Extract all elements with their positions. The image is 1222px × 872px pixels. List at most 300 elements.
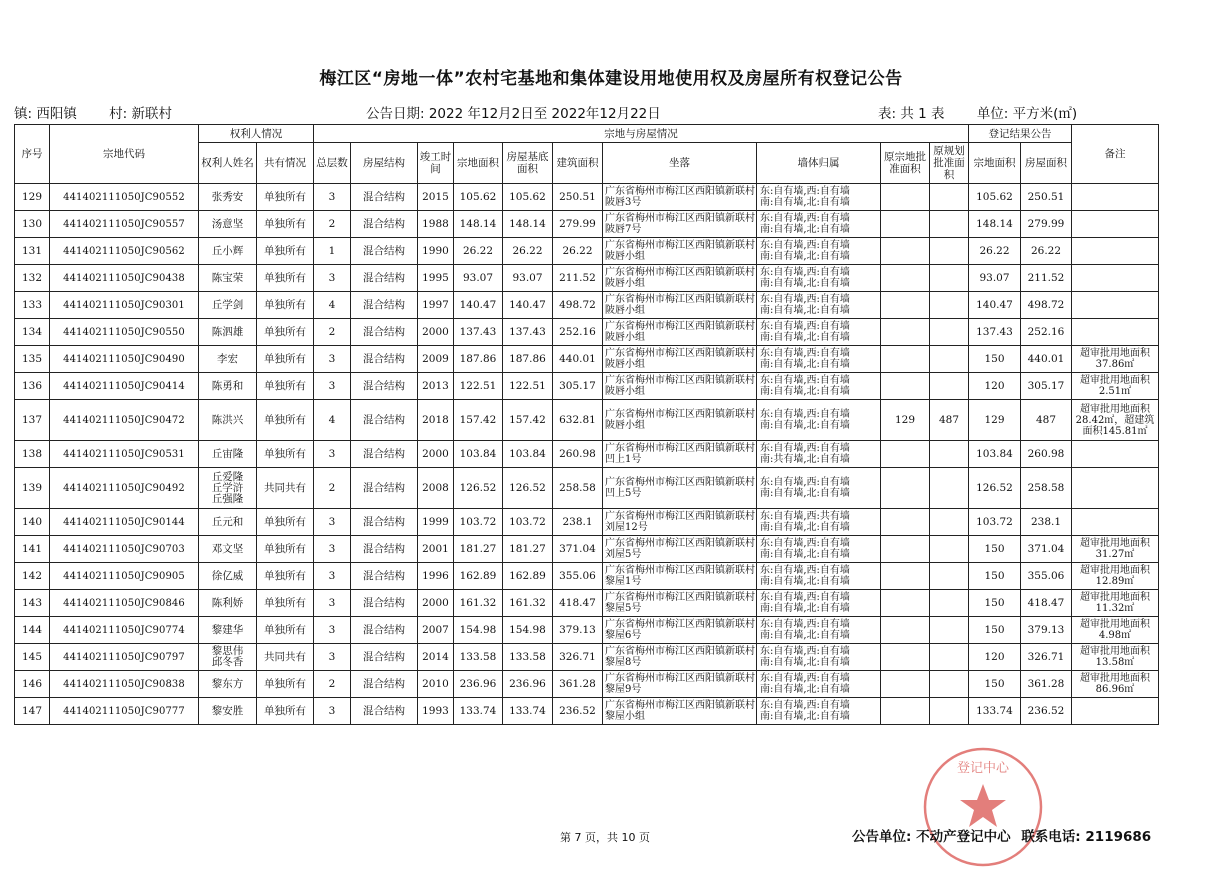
cell-parcel-code: 441402111050JC90414 — [50, 373, 199, 400]
cell-location: 广东省梅州市梅江区西阳镇新联村黎屋8号 — [603, 644, 757, 671]
cell-result-land: 150 — [969, 617, 1021, 644]
cell-land-area: 103.84 — [454, 441, 503, 468]
meta-right — [878, 102, 1081, 122]
cell-parcel-code: 441402111050JC90552 — [50, 184, 199, 211]
cell-land-area: 161.32 — [454, 590, 503, 617]
cell-remark — [1072, 441, 1159, 468]
cell-ownership: 共同共有 — [257, 468, 314, 509]
cell-orig-planned — [930, 211, 969, 238]
cell-base-area: 148.14 — [503, 211, 553, 238]
cell-structure: 混合结构 — [351, 536, 418, 563]
cell-ownership: 单独所有 — [257, 590, 314, 617]
cell-orig-planned — [930, 468, 969, 509]
cell-seq: 130 — [15, 211, 50, 238]
cell-owner — [199, 698, 257, 725]
header-rights-group: 权利人情况 — [199, 125, 314, 143]
cell-owner — [199, 319, 257, 346]
footer-info — [852, 825, 1157, 845]
cell-location: 广东省梅州市梅江区西阳镇新联村陂唇7号 — [603, 211, 757, 238]
cell-orig-planned — [930, 563, 969, 590]
header-result-land: 宗地面积 — [969, 143, 1021, 184]
table-row — [15, 292, 1159, 319]
cell-completed: 2018 — [418, 400, 454, 441]
header-seq: 序号 — [15, 125, 50, 184]
cell-floors: 3 — [314, 617, 351, 644]
cell-owner — [199, 644, 257, 671]
cell-owner — [199, 400, 257, 441]
cell-seq: 144 — [15, 617, 50, 644]
cell-land-area: 140.47 — [454, 292, 503, 319]
cell-owner — [199, 468, 257, 509]
cell-orig-approved — [881, 211, 930, 238]
cell-result-house: 498.72 — [1021, 292, 1072, 319]
cell-build-area: 238.1 — [553, 509, 603, 536]
wall-south-north: 南:自有墙,北:自有墙 — [760, 359, 850, 370]
cell-parcel-code: 441402111050JC90774 — [50, 617, 199, 644]
owner-name: 陈泗雄 — [211, 325, 244, 338]
table-row — [15, 441, 1159, 468]
cell-parcel-code: 441402111050JC90531 — [50, 441, 199, 468]
cell-orig-planned: 487 — [930, 400, 969, 441]
header-remark: 备注 — [1072, 125, 1159, 184]
owner-name: 邓文坚 — [211, 542, 244, 555]
header-base-area: 房屋基底面积 — [503, 143, 553, 184]
cell-ownership: 单独所有 — [257, 536, 314, 563]
cell-structure: 混合结构 — [351, 346, 418, 373]
cell-orig-approved: 129 — [881, 400, 930, 441]
header-result-group: 登记结果公告 — [969, 125, 1072, 143]
cell-result-land: 150 — [969, 346, 1021, 373]
cell-seq: 137 — [15, 400, 50, 441]
cell-structure: 混合结构 — [351, 563, 418, 590]
cell-remark: 超审批用地面积4.98㎡ — [1072, 617, 1159, 644]
cell-orig-approved — [881, 184, 930, 211]
cell-result-house: 440.01 — [1021, 346, 1072, 373]
cell-parcel-code: 441402111050JC90703 — [50, 536, 199, 563]
cell-result-house: 211.52 — [1021, 265, 1072, 292]
cell-walls — [757, 184, 881, 211]
cell-land-area: 181.27 — [454, 536, 503, 563]
cell-floors: 3 — [314, 536, 351, 563]
owner-name: 陈利娇 — [211, 596, 244, 609]
wall-east-west: 东:自有墙,西:自有墙 — [760, 409, 850, 420]
cell-ownership: 单独所有 — [257, 211, 314, 238]
header-result-house: 房屋面积 — [1021, 143, 1072, 184]
owner-name: 黎安胜 — [211, 704, 244, 717]
cell-base-area: 140.47 — [503, 292, 553, 319]
wall-east-west: 东:自有墙,西:自有墙 — [760, 646, 850, 657]
cell-seq: 145 — [15, 644, 50, 671]
cell-completed: 1988 — [418, 211, 454, 238]
owner-name: 丘学浒 — [211, 481, 244, 494]
cell-floors: 4 — [314, 292, 351, 319]
owner-name: 张秀安 — [211, 190, 244, 203]
cell-floors: 3 — [314, 509, 351, 536]
cell-base-area: 103.72 — [503, 509, 553, 536]
cell-base-area: 133.58 — [503, 644, 553, 671]
cell-walls — [757, 644, 881, 671]
cell-result-land: 140.47 — [969, 292, 1021, 319]
cell-remark — [1072, 211, 1159, 238]
wall-east-west: 东:自有墙,西:自有墙 — [760, 700, 850, 711]
cell-result-house: 279.99 — [1021, 211, 1072, 238]
cell-base-area: 236.96 — [503, 671, 553, 698]
owner-name: 黎思伟 — [211, 645, 244, 657]
cell-location: 广东省梅州市梅江区西阳镇新联村凹上5号 — [603, 468, 757, 509]
wall-east-west: 东:自有墙,西:自有墙 — [760, 619, 850, 630]
cell-land-area: 105.62 — [454, 184, 503, 211]
wall-east-west: 东:自有墙,西:自有墙 — [760, 186, 850, 197]
cell-owner — [199, 563, 257, 590]
cell-result-land: 126.52 — [969, 468, 1021, 509]
cell-ownership: 单独所有 — [257, 238, 314, 265]
cell-remark — [1072, 265, 1159, 292]
header-land-group: 宗地与房屋情况 — [314, 125, 969, 143]
cell-orig-planned — [930, 617, 969, 644]
cell-location: 广东省梅州市梅江区西阳镇新联村陂唇小组 — [603, 265, 757, 292]
cell-orig-planned — [930, 292, 969, 319]
table-row — [15, 671, 1159, 698]
cell-orig-planned — [930, 698, 969, 725]
cell-walls — [757, 346, 881, 373]
wall-east-west: 东:自有墙,西:共有墙 — [760, 511, 850, 522]
cell-base-area: 181.27 — [503, 536, 553, 563]
cell-walls — [757, 400, 881, 441]
cell-structure: 混合结构 — [351, 238, 418, 265]
cell-result-house: 238.1 — [1021, 509, 1072, 536]
cell-ownership: 单独所有 — [257, 563, 314, 590]
cell-parcel-code: 441402111050JC90797 — [50, 644, 199, 671]
wall-south-north: 南:自有墙,北:自有墙 — [760, 197, 850, 208]
cell-build-area: 258.58 — [553, 468, 603, 509]
table-row — [15, 238, 1159, 265]
cell-result-house: 252.16 — [1021, 319, 1072, 346]
cell-land-area: 133.74 — [454, 698, 503, 725]
cell-owner — [199, 265, 257, 292]
cell-remark: 超审批用地面积37.86㎡ — [1072, 346, 1159, 373]
header-orig-planned: 原规划批准面积 — [930, 143, 969, 184]
cell-land-area: 187.86 — [454, 346, 503, 373]
cell-land-area: 122.51 — [454, 373, 503, 400]
cell-location: 广东省梅州市梅江区西阳镇新联村陂唇小组 — [603, 319, 757, 346]
cell-build-area: 361.28 — [553, 671, 603, 698]
cell-owner — [199, 671, 257, 698]
wall-east-west: 东:自有墙,西:自有墙 — [760, 267, 850, 278]
cell-location: 广东省梅州市梅江区西阳镇新联村黎屋小组 — [603, 698, 757, 725]
cell-remark: 超审批用地面积31.27㎡ — [1072, 536, 1159, 563]
cell-walls — [757, 468, 881, 509]
cell-location: 广东省梅州市梅江区西阳镇新联村陂唇3号 — [603, 184, 757, 211]
cell-remark — [1072, 184, 1159, 211]
notice-date: 公告日期: 2022 年12月2日至 2022年12月22日 — [366, 106, 661, 122]
cell-remark: 超审批用地面积13.58㎡ — [1072, 644, 1159, 671]
cell-parcel-code: 441402111050JC90550 — [50, 319, 199, 346]
cell-base-area: 161.32 — [503, 590, 553, 617]
owner-name: 丘学剑 — [211, 298, 244, 311]
cell-build-area: 211.52 — [553, 265, 603, 292]
cell-walls — [757, 238, 881, 265]
cell-orig-planned — [930, 319, 969, 346]
wall-south-north: 南:自有墙,北:自有墙 — [760, 684, 850, 695]
cell-location: 广东省梅州市梅江区西阳镇新联村刘屋5号 — [603, 536, 757, 563]
cell-orig-approved — [881, 617, 930, 644]
cell-completed: 1993 — [418, 698, 454, 725]
cell-structure: 混合结构 — [351, 671, 418, 698]
cell-parcel-code: 441402111050JC90438 — [50, 265, 199, 292]
wall-east-west: 东:自有墙,西:自有墙 — [760, 240, 850, 251]
cell-ownership: 单独所有 — [257, 617, 314, 644]
cell-base-area: 187.86 — [503, 346, 553, 373]
cell-result-house: 418.47 — [1021, 590, 1072, 617]
cell-result-house: 326.71 — [1021, 644, 1072, 671]
cell-remark: 超审批用地面积28.42㎡，超建筑面积145.81㎡ — [1072, 400, 1159, 441]
cell-walls — [757, 590, 881, 617]
cell-result-land: 148.14 — [969, 211, 1021, 238]
cell-walls — [757, 617, 881, 644]
cell-walls — [757, 319, 881, 346]
cell-base-area: 157.42 — [503, 400, 553, 441]
cell-remark — [1072, 509, 1159, 536]
cell-completed: 1997 — [418, 292, 454, 319]
cell-result-land: 103.72 — [969, 509, 1021, 536]
cell-build-area: 252.16 — [553, 319, 603, 346]
notice-title: 梅江区“房地一体”农村宅基地和集体建设用地使用权及房屋所有权登记公告 — [319, 69, 903, 89]
cell-result-land: 93.07 — [969, 265, 1021, 292]
cell-parcel-code: 441402111050JC90301 — [50, 292, 199, 319]
cell-orig-planned — [930, 441, 969, 468]
owner-name: 陈宝荣 — [211, 271, 244, 284]
wall-east-west: 东:自有墙,西:自有墙 — [760, 213, 850, 224]
owner-name: 丘小辉 — [211, 244, 244, 257]
wall-south-north: 南:自有墙,北:自有墙 — [760, 332, 850, 343]
official-seal — [918, 742, 1048, 872]
cell-walls — [757, 698, 881, 725]
cell-owner — [199, 292, 257, 319]
cell-base-area: 154.98 — [503, 617, 553, 644]
cell-completed: 1996 — [418, 563, 454, 590]
cell-orig-planned — [930, 590, 969, 617]
cell-base-area: 137.43 — [503, 319, 553, 346]
cell-remark — [1072, 319, 1159, 346]
owner-name: 丘宙隆 — [211, 447, 244, 460]
cell-owner — [199, 346, 257, 373]
cell-floors: 3 — [314, 441, 351, 468]
cell-remark: 超审批用地面积2.51㎡ — [1072, 373, 1159, 400]
cell-structure: 混合结构 — [351, 265, 418, 292]
cell-result-land: 26.22 — [969, 238, 1021, 265]
table-row — [15, 468, 1159, 509]
cell-seq: 146 — [15, 671, 50, 698]
cell-orig-approved — [881, 319, 930, 346]
cell-floors: 3 — [314, 563, 351, 590]
cell-result-land: 105.62 — [969, 184, 1021, 211]
wall-south-north: 南:自有墙,北:自有墙 — [760, 630, 850, 641]
owner-name: 汤意坚 — [211, 217, 244, 230]
cell-result-house: 361.28 — [1021, 671, 1072, 698]
wall-south-north: 南:自有墙,北:自有墙 — [760, 576, 850, 587]
cell-structure: 混合结构 — [351, 373, 418, 400]
cell-ownership: 单独所有 — [257, 265, 314, 292]
cell-remark: 超审批用地面积12.89㎡ — [1072, 563, 1159, 590]
owner-name: 邱冬香 — [211, 656, 244, 668]
cell-parcel-code: 441402111050JC90492 — [50, 468, 199, 509]
cell-base-area: 133.74 — [503, 698, 553, 725]
cell-floors: 2 — [314, 319, 351, 346]
village-label: 村: 新联村 — [109, 106, 172, 122]
owner-name: 陈洪兴 — [211, 413, 244, 426]
cell-build-area: 279.99 — [553, 211, 603, 238]
cell-ownership: 单独所有 — [257, 671, 314, 698]
cell-base-area: 122.51 — [503, 373, 553, 400]
cell-floors: 2 — [314, 211, 351, 238]
cell-ownership: 单独所有 — [257, 509, 314, 536]
cell-ownership: 单独所有 — [257, 292, 314, 319]
wall-east-west: 东:自有墙,西:自有墙 — [760, 321, 850, 332]
cell-base-area: 26.22 — [503, 238, 553, 265]
cell-seq: 129 — [15, 184, 50, 211]
cell-completed: 2013 — [418, 373, 454, 400]
header-location: 坐落 — [603, 143, 757, 184]
table-row — [15, 184, 1159, 211]
wall-south-north: 南:自有墙,北:自有墙 — [760, 711, 850, 722]
cell-orig-approved — [881, 698, 930, 725]
cell-build-area: 305.17 — [553, 373, 603, 400]
cell-seq: 132 — [15, 265, 50, 292]
owner-name: 黎东方 — [211, 677, 244, 690]
footer-phone: 联系电话: 2119686 — [1021, 829, 1152, 845]
cell-base-area: 105.62 — [503, 184, 553, 211]
cell-structure: 混合结构 — [351, 184, 418, 211]
cell-seq: 141 — [15, 536, 50, 563]
cell-parcel-code: 441402111050JC90557 — [50, 211, 199, 238]
cell-orig-planned — [930, 346, 969, 373]
cell-floors: 2 — [314, 468, 351, 509]
cell-orig-planned — [930, 671, 969, 698]
cell-walls — [757, 292, 881, 319]
cell-remark: 超审批用地面积11.32㎡ — [1072, 590, 1159, 617]
cell-walls — [757, 509, 881, 536]
cell-walls — [757, 211, 881, 238]
wall-south-north: 南:自有墙,北:自有墙 — [760, 278, 850, 289]
cell-floors: 3 — [314, 698, 351, 725]
wall-south-north: 南:自有墙,北:自有墙 — [760, 603, 850, 614]
cell-base-area: 103.84 — [503, 441, 553, 468]
cell-seq: 131 — [15, 238, 50, 265]
owner-name: 陈勇和 — [211, 379, 244, 392]
table-row — [15, 536, 1159, 563]
cell-build-area: 418.47 — [553, 590, 603, 617]
wall-south-north: 南:自有墙,北:自有墙 — [760, 657, 850, 668]
cell-remark — [1072, 292, 1159, 319]
cell-location: 广东省梅州市梅江区西阳镇新联村凹上1号 — [603, 441, 757, 468]
cell-floors: 3 — [314, 590, 351, 617]
wall-east-west: 东:自有墙,西:自有墙 — [760, 375, 850, 386]
cell-build-area: 250.51 — [553, 184, 603, 211]
cell-floors: 3 — [314, 184, 351, 211]
cell-parcel-code: 441402111050JC90905 — [50, 563, 199, 590]
cell-orig-approved — [881, 509, 930, 536]
cell-result-land: 150 — [969, 671, 1021, 698]
cell-seq: 142 — [15, 563, 50, 590]
cell-remark: 超审批用地面积86.96㎡ — [1072, 671, 1159, 698]
owner-name: 丘强隆 — [211, 492, 244, 505]
cell-result-house: 355.06 — [1021, 563, 1072, 590]
cell-structure: 混合结构 — [351, 644, 418, 671]
cell-structure: 混合结构 — [351, 698, 418, 725]
header-land-area: 宗地面积 — [454, 143, 503, 184]
cell-location: 广东省梅州市梅江区西阳镇新联村刘屋12号 — [603, 509, 757, 536]
cell-land-area: 103.72 — [454, 509, 503, 536]
page-indicator: 第 7 页，共 10 页 — [560, 831, 650, 844]
cell-result-house: 487 — [1021, 400, 1072, 441]
table-row — [15, 590, 1159, 617]
cell-floors: 3 — [314, 265, 351, 292]
cell-structure: 混合结构 — [351, 617, 418, 644]
cell-walls — [757, 441, 881, 468]
cell-orig-planned — [930, 509, 969, 536]
cell-remark — [1072, 238, 1159, 265]
cell-result-house: 258.58 — [1021, 468, 1072, 509]
cell-result-house: 236.52 — [1021, 698, 1072, 725]
cell-owner — [199, 536, 257, 563]
cell-parcel-code: 441402111050JC90144 — [50, 509, 199, 536]
cell-completed: 2001 — [418, 536, 454, 563]
cell-orig-planned — [930, 373, 969, 400]
cell-land-area: 93.07 — [454, 265, 503, 292]
cell-land-area: 126.52 — [454, 468, 503, 509]
cell-orig-planned — [930, 265, 969, 292]
cell-completed: 2010 — [418, 671, 454, 698]
header-walls: 墙体归属 — [757, 143, 881, 184]
cell-build-area: 498.72 — [553, 292, 603, 319]
cell-orig-approved — [881, 536, 930, 563]
cell-result-house: 305.17 — [1021, 373, 1072, 400]
cell-build-area: 26.22 — [553, 238, 603, 265]
cell-ownership: 单独所有 — [257, 373, 314, 400]
table-row — [15, 698, 1159, 725]
cell-orig-approved — [881, 265, 930, 292]
cell-land-area: 137.43 — [454, 319, 503, 346]
cell-orig-approved — [881, 644, 930, 671]
svg-text:登记中心: 登记中心 — [956, 761, 1010, 776]
cell-base-area: 93.07 — [503, 265, 553, 292]
cell-ownership: 单独所有 — [257, 346, 314, 373]
cell-orig-approved — [881, 671, 930, 698]
cell-completed: 1990 — [418, 238, 454, 265]
cell-location: 广东省梅州市梅江区西阳镇新联村黎屋1号 — [603, 563, 757, 590]
cell-parcel-code: 441402111050JC90777 — [50, 698, 199, 725]
cell-owner — [199, 441, 257, 468]
registration-table — [14, 124, 1159, 725]
cell-base-area: 126.52 — [503, 468, 553, 509]
wall-south-north: 南:共有墙,北:自有墙 — [760, 454, 850, 465]
sheet-count: 表: 共 1 表 — [878, 106, 945, 122]
cell-result-land: 150 — [969, 563, 1021, 590]
footer-unit: 公告单位: 不动产登记中心 — [852, 829, 1011, 845]
header-parcel-code: 宗地代码 — [50, 125, 199, 184]
wall-south-north: 南:自有墙,北:自有墙 — [760, 251, 850, 262]
cell-location: 广东省梅州市梅江区西阳镇新联村陂唇小组 — [603, 373, 757, 400]
cell-land-area: 26.22 — [454, 238, 503, 265]
cell-structure: 混合结构 — [351, 441, 418, 468]
cell-structure: 混合结构 — [351, 319, 418, 346]
wall-east-west: 东:自有墙,西:自有墙 — [760, 538, 850, 549]
cell-walls — [757, 265, 881, 292]
table-body — [15, 184, 1159, 725]
wall-south-north: 南:自有墙,北:自有墙 — [760, 549, 850, 560]
table-row — [15, 400, 1159, 441]
wall-east-west: 东:自有墙,西:自有墙 — [760, 443, 850, 454]
